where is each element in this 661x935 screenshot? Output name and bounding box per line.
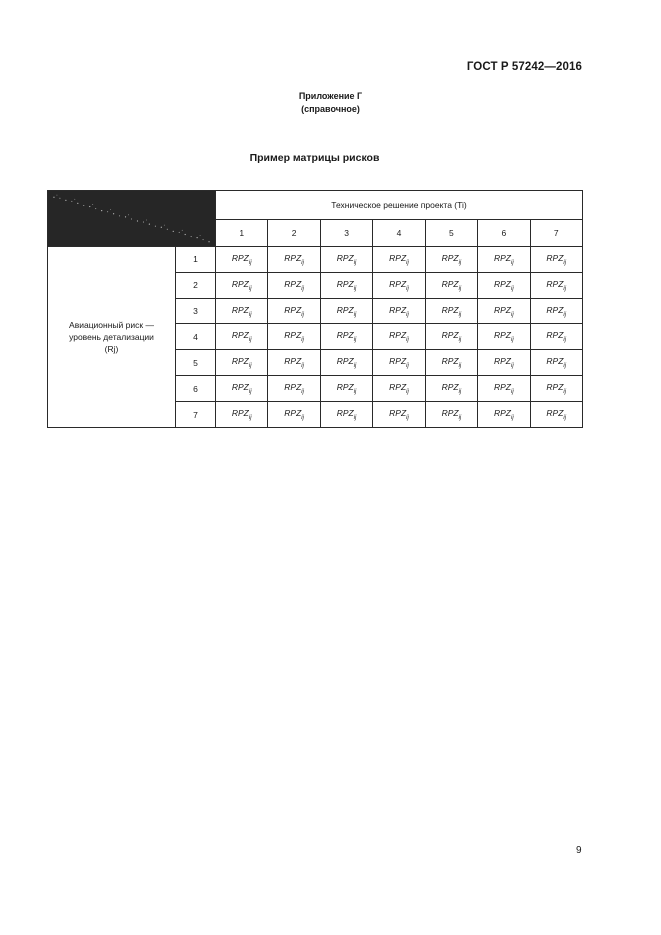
matrix-cell xyxy=(320,376,372,402)
cell-subscript: ij xyxy=(510,285,514,292)
column-number: 2 xyxy=(268,219,320,246)
cell-subscript: ij xyxy=(458,311,462,318)
cell-subscript: ij xyxy=(248,363,252,370)
cell-main-text: RPZ xyxy=(231,278,249,289)
cell-subscript: ij xyxy=(563,337,567,344)
matrix-cell xyxy=(478,298,530,324)
cell-subscript: ij xyxy=(248,259,252,266)
row-number: 7 xyxy=(176,402,216,428)
matrix-cell xyxy=(425,272,477,298)
cell-main-text: RPZ xyxy=(284,356,302,367)
cell-subscript: ij xyxy=(248,415,252,422)
cell-main-text: RPZ xyxy=(546,382,564,393)
matrix-cell xyxy=(320,324,372,350)
cell-subscript: ij xyxy=(563,415,567,422)
matrix-cell xyxy=(216,324,268,350)
matrix-cell xyxy=(530,298,582,324)
matrix-cell xyxy=(268,272,320,298)
cell-main-text: RPZ xyxy=(336,408,354,419)
cell-main-text: RPZ xyxy=(231,356,249,367)
cell-main-text: RPZ xyxy=(441,304,459,315)
cell-main-text: RPZ xyxy=(389,356,407,367)
cell-subscript: ij xyxy=(563,311,567,318)
cell-main-text: RPZ xyxy=(336,304,354,315)
matrix-cell xyxy=(478,324,530,350)
table-title: Пример матрицы рисков xyxy=(249,152,380,164)
cell-main-text: RPZ xyxy=(546,304,564,315)
matrix-cell xyxy=(268,402,320,428)
cell-main-text: RPZ xyxy=(389,408,407,419)
cell-main-text: RPZ xyxy=(441,408,459,419)
column-number: 5 xyxy=(425,219,477,246)
cell-main-text: RPZ xyxy=(231,304,249,315)
matrix-cell xyxy=(373,376,425,402)
matrix-cell xyxy=(320,272,372,298)
cell-subscript: ij xyxy=(458,259,462,266)
cell-subscript: ij xyxy=(510,311,514,318)
cell-main-text: RPZ xyxy=(231,330,249,341)
cell-main-text: RPZ xyxy=(493,330,511,341)
matrix-cell xyxy=(268,298,320,324)
matrix-cell xyxy=(216,298,268,324)
matrix-cell xyxy=(478,246,530,272)
matrix-cell xyxy=(425,324,477,350)
column-number: 4 xyxy=(373,219,425,246)
cell-main-text: RPZ xyxy=(441,330,459,341)
cell-subscript: ij xyxy=(563,259,567,266)
matrix-cell xyxy=(373,350,425,376)
cell-subscript: ij xyxy=(458,389,462,396)
cell-subscript: ij xyxy=(301,259,304,266)
cell-main-text: RPZ xyxy=(336,330,354,341)
matrix-cell xyxy=(425,376,477,402)
cell-subscript: ij xyxy=(510,415,514,422)
annex-title: Приложение Г xyxy=(298,91,363,101)
table-row xyxy=(48,246,583,272)
cell-main-text: RPZ xyxy=(284,252,302,263)
diagonal-dots xyxy=(48,191,215,246)
row-group-label-line: уровень детализации xyxy=(69,331,154,342)
matrix-cell xyxy=(425,246,477,272)
cell-subscript: ij xyxy=(301,311,304,318)
row-number: 1 xyxy=(176,246,216,272)
annex-heading xyxy=(0,90,661,116)
matrix-cell xyxy=(478,272,530,298)
cell-main-text: RPZ xyxy=(231,382,249,393)
matrix-cell xyxy=(320,246,372,272)
cell-main-text: RPZ xyxy=(336,278,354,289)
cell-subscript: ij xyxy=(248,389,252,396)
cell-subscript: ij xyxy=(406,337,409,344)
cell-subscript: ij xyxy=(510,337,514,344)
cell-main-text: RPZ xyxy=(284,304,302,315)
cell-subscript: ij xyxy=(353,285,357,292)
column-group-header: Техническое решение проекта (Ti) xyxy=(216,191,583,220)
cell-subscript: ij xyxy=(248,311,252,318)
row-number: 3 xyxy=(176,298,216,324)
row-group-label xyxy=(48,246,176,427)
cell-subscript: ij xyxy=(406,285,409,292)
column-number: 3 xyxy=(320,219,372,246)
matrix-cell xyxy=(216,376,268,402)
matrix-cell xyxy=(425,350,477,376)
cell-subscript: ij xyxy=(301,363,304,370)
cell-main-text: RPZ xyxy=(546,252,564,263)
cell-subscript: ij xyxy=(301,337,304,344)
matrix-cell xyxy=(268,246,320,272)
matrix-cell xyxy=(373,298,425,324)
matrix-cell xyxy=(530,376,582,402)
cell-main-text: RPZ xyxy=(546,330,564,341)
cell-main-text: RPZ xyxy=(284,408,302,419)
cell-main-text: RPZ xyxy=(493,252,511,263)
cell-subscript: ij xyxy=(353,363,357,370)
cell-subscript: ij xyxy=(353,259,357,266)
cell-main-text: RPZ xyxy=(441,252,459,263)
cell-main-text: RPZ xyxy=(389,382,407,393)
cell-subscript: ij xyxy=(406,259,409,266)
matrix-cell xyxy=(373,272,425,298)
cell-main-text: RPZ xyxy=(493,408,511,419)
cell-subscript: ij xyxy=(248,337,252,344)
cell-main-text: RPZ xyxy=(389,330,407,341)
row-number: 6 xyxy=(176,376,216,402)
row-number: 2 xyxy=(176,272,216,298)
cell-subscript: ij xyxy=(510,363,514,370)
column-number: 6 xyxy=(478,219,530,246)
cell-main-text: RPZ xyxy=(336,356,354,367)
matrix-cell xyxy=(373,402,425,428)
row-group-label-line: Авиационный риск — xyxy=(69,319,154,330)
cell-main-text: RPZ xyxy=(493,278,511,289)
matrix-cell xyxy=(320,350,372,376)
matrix-cell xyxy=(216,402,268,428)
annex-subtitle: (справочное) xyxy=(301,104,360,114)
matrix-cell xyxy=(425,402,477,428)
cell-main-text: RPZ xyxy=(284,382,302,393)
matrix-cell xyxy=(530,350,582,376)
cell-main-text: RPZ xyxy=(493,356,511,367)
cell-subscript: ij xyxy=(353,389,357,396)
cell-subscript: ij xyxy=(563,389,567,396)
cell-subscript: ij xyxy=(301,415,304,422)
matrix-cell xyxy=(373,324,425,350)
cell-subscript: ij xyxy=(406,415,409,422)
cell-main-text: RPZ xyxy=(441,382,459,393)
risk-matrix-table xyxy=(47,190,583,428)
matrix-cell xyxy=(478,402,530,428)
cell-subscript: ij xyxy=(406,363,409,370)
corner-cell xyxy=(48,191,216,247)
cell-main-text: RPZ xyxy=(389,252,407,263)
matrix-cell xyxy=(216,272,268,298)
cell-main-text: RPZ xyxy=(493,382,511,393)
cell-subscript: ij xyxy=(458,415,462,422)
document-code: ГОСТ Р 57242—2016 xyxy=(466,61,582,73)
cell-subscript: ij xyxy=(458,363,462,370)
cell-subscript: ij xyxy=(510,389,514,396)
cell-subscript: ij xyxy=(353,337,357,344)
matrix-cell xyxy=(530,402,582,428)
cell-subscript: ij xyxy=(301,389,304,396)
cell-main-text: RPZ xyxy=(389,304,407,315)
matrix-cell xyxy=(320,402,372,428)
cell-main-text: RPZ xyxy=(231,408,249,419)
matrix-cell xyxy=(373,246,425,272)
cell-subscript: ij xyxy=(563,285,567,292)
matrix-cell xyxy=(478,376,530,402)
cell-main-text: RPZ xyxy=(493,304,511,315)
matrix-cell xyxy=(268,324,320,350)
cell-subscript: ij xyxy=(406,389,409,396)
column-number: 7 xyxy=(530,219,582,246)
row-number: 5 xyxy=(176,350,216,376)
matrix-cell xyxy=(530,324,582,350)
matrix-cell xyxy=(425,298,477,324)
matrix-cell xyxy=(268,350,320,376)
cell-main-text: RPZ xyxy=(231,252,249,263)
cell-subscript: ij xyxy=(458,337,462,344)
matrix-cell xyxy=(216,350,268,376)
matrix-cell xyxy=(320,298,372,324)
cell-main-text: RPZ xyxy=(284,330,302,341)
matrix-cell xyxy=(530,246,582,272)
cell-subscript: ij xyxy=(353,415,357,422)
cell-main-text: RPZ xyxy=(336,252,354,263)
cell-main-text: RPZ xyxy=(441,356,459,367)
cell-subscript: ij xyxy=(353,311,357,318)
cell-subscript: ij xyxy=(563,363,567,370)
cell-main-text: RPZ xyxy=(546,278,564,289)
cell-main-text: RPZ xyxy=(441,278,459,289)
matrix-cell xyxy=(268,376,320,402)
cell-main-text: RPZ xyxy=(389,278,407,289)
row-number: 4 xyxy=(176,324,216,350)
cell-main-text: RPZ xyxy=(284,278,302,289)
cell-subscript: ij xyxy=(406,311,409,318)
cell-main-text: RPZ xyxy=(546,408,564,419)
page-number: 9 xyxy=(576,845,582,856)
cell-subscript: ij xyxy=(458,285,462,292)
cell-subscript: ij xyxy=(248,285,252,292)
matrix-cell xyxy=(530,272,582,298)
row-group-label-line: (Rj) xyxy=(104,343,119,354)
cell-main-text: RPZ xyxy=(546,356,564,367)
cell-main-text: RPZ xyxy=(336,382,354,393)
cell-subscript: ij xyxy=(510,259,514,266)
matrix-cell xyxy=(478,350,530,376)
column-number: 1 xyxy=(216,219,268,246)
matrix-cell xyxy=(216,246,268,272)
cell-subscript: ij xyxy=(301,285,304,292)
